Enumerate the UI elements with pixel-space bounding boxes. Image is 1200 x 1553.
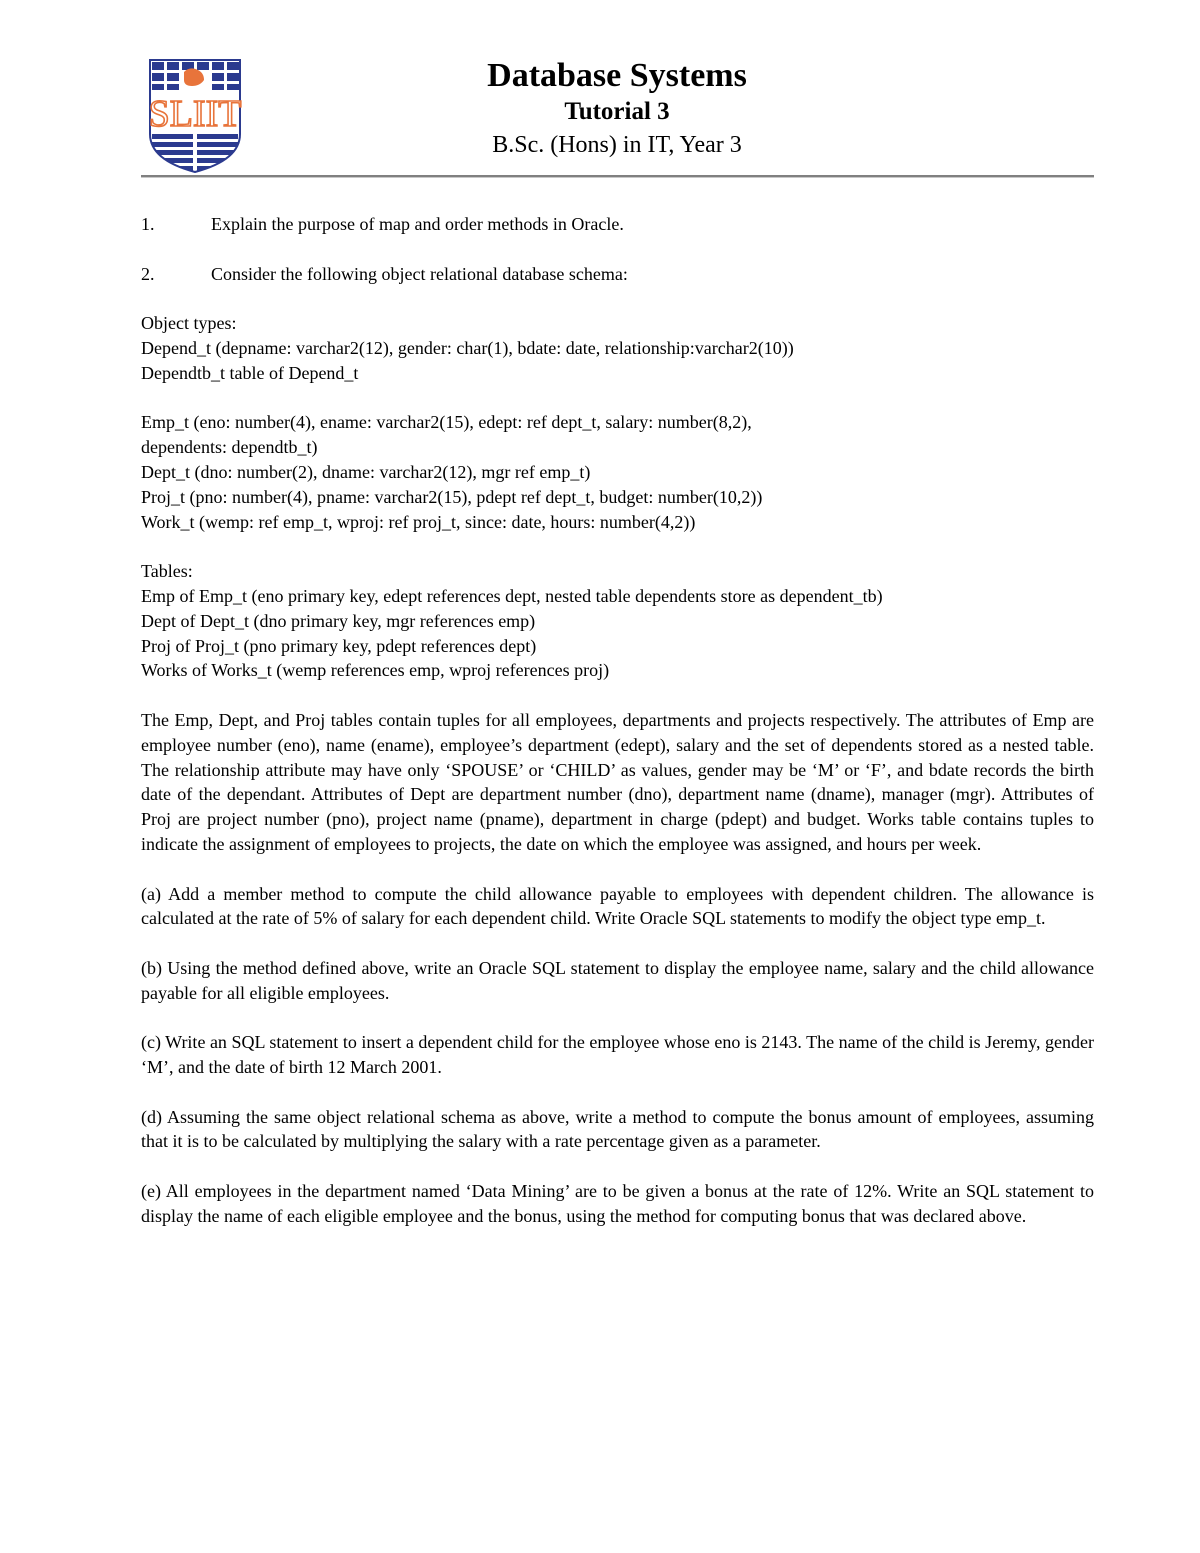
schema-line: Dependtb_t table of Depend_t — [141, 362, 359, 383]
table-definition: Works of Works_t (wemp references emp, wproj references proj) — [141, 660, 610, 681]
schema-line: dependents: dependtb_t) — [141, 437, 318, 458]
question-2 — [141, 262, 1094, 287]
question-1 — [141, 212, 1094, 237]
schema-line: Proj_t (pno: number(4), pname: varchar2(15), pdept ref dept_t, budget: number(10,2)) — [141, 486, 763, 507]
part-c: (c) Write an SQL statement to insert a dependent child for the employee whose eno is 2143. The name of the child is Jeremy, gender ‘M’, and the date of birth 12 March 2001. — [141, 1032, 1094, 1078]
sliit-logo — [146, 56, 244, 174]
part-a: (a) Add a member method to compute the child allowance payable to employees with dependent children. The allowance is calculated at the rate of 5% of salary for each dependent child. Write Oracle SQL statements to modify the object type emp_t. — [141, 883, 1094, 929]
logo-text: SLIIT — [148, 93, 242, 135]
document-title: Database Systems — [487, 57, 747, 94]
part-e: (e) All employees in the department named ‘Data Mining’ are to be given a bonus at the rate of 12%. Write an SQL statement to display the name of each eligible employee and the bonus, using the method for computing bonus that was declared above. — [141, 1181, 1094, 1226]
course-name: B.Sc. (Hons) in IT, Year 3 — [492, 132, 742, 158]
question-number: 1. — [141, 214, 155, 234]
header-rule — [141, 175, 1094, 178]
schema-description: The Emp, Dept, and Proj tables contain tuples for all employees, departments and projects respectively. The attributes of Emp are employee number (eno), name (ename), employee’s department (edept), salary and the set of dependents stored as a nested table. The relationship attribute may have only ‘SPOUSE’ or ‘CHILD’ as values, gender may be ‘M’ or ‘F’, and bdate records the birth date of the dependant. Attributes of Dept are department number (dno), department name (dname), manager (mgr). Attributes of Proj are project number (pno), project name (pname), department in charge (pdept) and budget. Works table contains tuples to indicate the assignment of employees to projects, the date on which the employee was assigned, and hours per week. — [141, 709, 1094, 854]
tutorial-number: Tutorial 3 — [564, 98, 670, 125]
table-definition: Dept of Dept_t (dno primary key, mgr references emp) — [141, 610, 536, 631]
schema-line: Work_t (wemp: ref emp_t, wproj: ref proj_t, since: date, hours: number(4,2)) — [141, 511, 696, 532]
table-definition: Proj of Proj_t (pno primary key, pdept references dept) — [141, 635, 537, 656]
question-text: Consider the following object relational database schema: — [211, 263, 628, 284]
schema-line: Depend_t (depname: varchar2(12), gender: char(1), bdate: date, relationship:varchar2(10)) — [141, 337, 794, 358]
part-b: (b) Using the method defined above, write an Oracle SQL statement to display the employee name, salary and the child allowance payable for all eligible employees. — [141, 957, 1094, 1003]
object-types-heading: Object types: — [141, 313, 237, 334]
question-text: Explain the purpose of map and order methods in Oracle. — [211, 214, 624, 234]
document-body — [141, 212, 1094, 1229]
question-number: 2. — [141, 263, 155, 284]
header-titles — [400, 56, 834, 162]
schema-line: Emp_t (eno: number(4), ename: varchar2(15), edept: ref dept_t, salary: number(8,2), — [141, 412, 752, 433]
schema-line: Dept_t (dno: number(2), dname: varchar2(12), mgr ref emp_t) — [141, 461, 591, 482]
tables-heading: Tables: — [141, 561, 193, 582]
part-d: (d) Assuming the same object relational schema as above, write a method to compute the bonus amount of employees, assuming that it is to be calculated by multiplying the salary with a rate percentage given as a parameter. — [141, 1106, 1094, 1152]
table-definition: Emp of Emp_t (eno primary key, edept references dept, nested table dependents store as dependent_tb) — [141, 585, 883, 606]
